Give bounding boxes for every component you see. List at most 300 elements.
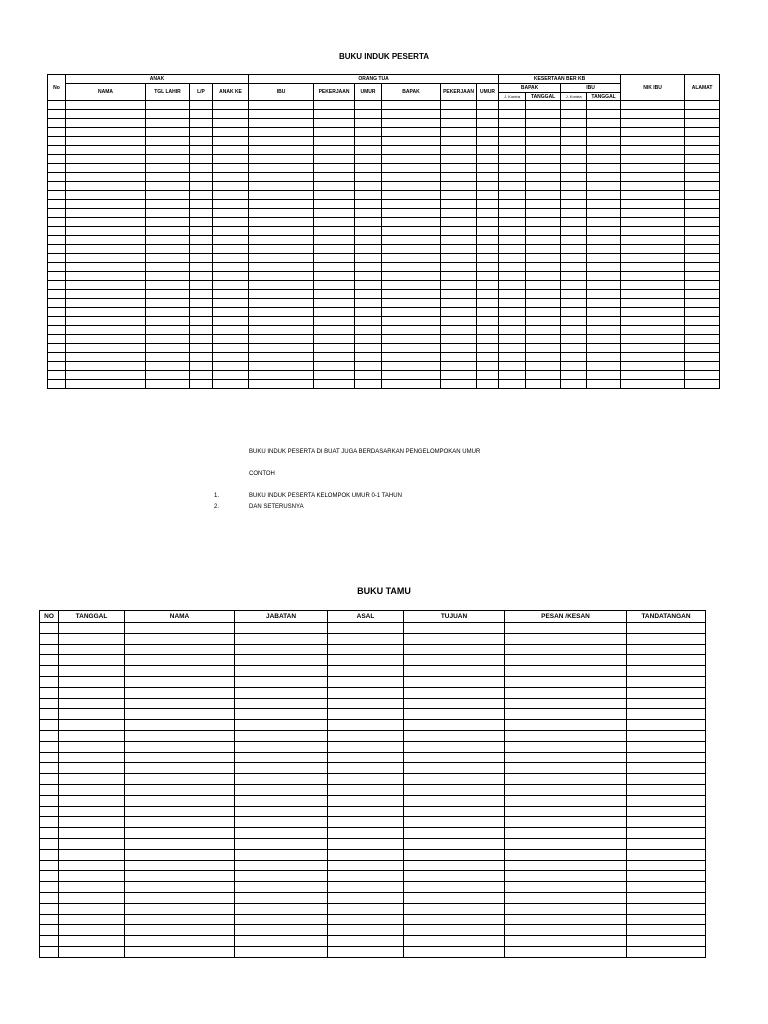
empty-cell — [328, 806, 404, 817]
empty-cell — [249, 200, 314, 209]
empty-cell — [40, 709, 59, 720]
table-row — [40, 914, 706, 925]
empty-cell — [40, 838, 59, 849]
empty-cell — [561, 335, 587, 344]
empty-cell — [621, 200, 685, 209]
empty-cell — [561, 227, 587, 236]
empty-cell — [48, 380, 66, 389]
empty-cell — [477, 146, 499, 155]
table-row — [40, 720, 706, 731]
empty-cell — [213, 308, 249, 317]
empty-cell — [190, 146, 213, 155]
empty-cell — [190, 110, 213, 119]
empty-cell — [505, 806, 627, 817]
empty-cell — [587, 200, 621, 209]
col-tandatangan-header: TANDATANGAN — [627, 611, 706, 623]
empty-cell — [249, 209, 314, 218]
empty-cell — [441, 218, 477, 227]
empty-cell — [499, 254, 526, 263]
empty-cell — [477, 272, 499, 281]
empty-cell — [213, 182, 249, 191]
empty-cell — [382, 254, 441, 263]
table-row — [48, 299, 720, 308]
empty-cell — [146, 326, 190, 335]
empty-cell — [587, 119, 621, 128]
empty-cell — [627, 925, 706, 936]
empty-cell — [382, 218, 441, 227]
empty-cell — [441, 245, 477, 254]
empty-cell — [627, 709, 706, 720]
col-jabatan-header: JABATAN — [235, 611, 328, 623]
table-row — [48, 353, 720, 362]
empty-cell — [355, 146, 382, 155]
table-row — [48, 155, 720, 164]
empty-cell — [499, 308, 526, 317]
empty-cell — [587, 371, 621, 380]
empty-cell — [526, 128, 561, 137]
empty-cell — [477, 290, 499, 299]
empty-cell — [526, 218, 561, 227]
table-row — [48, 191, 720, 200]
empty-cell — [382, 263, 441, 272]
empty-cell — [382, 209, 441, 218]
empty-cell — [685, 173, 720, 182]
empty-cell — [249, 227, 314, 236]
empty-cell — [249, 371, 314, 380]
empty-cell — [328, 914, 404, 925]
empty-cell — [477, 254, 499, 263]
empty-cell — [59, 925, 125, 936]
empty-cell — [505, 741, 627, 752]
empty-cell — [235, 741, 328, 752]
empty-cell — [48, 128, 66, 137]
empty-cell — [499, 380, 526, 389]
empty-cell — [685, 299, 720, 308]
empty-cell — [66, 317, 146, 326]
empty-cell — [125, 752, 235, 763]
empty-cell — [355, 173, 382, 182]
empty-cell — [441, 380, 477, 389]
empty-cell — [382, 281, 441, 290]
empty-cell — [627, 936, 706, 947]
empty-cell — [235, 752, 328, 763]
empty-cell — [477, 101, 499, 110]
empty-cell — [621, 173, 685, 182]
empty-cell — [561, 299, 587, 308]
empty-cell — [561, 254, 587, 263]
empty-cell — [382, 182, 441, 191]
empty-cell — [66, 110, 146, 119]
empty-cell — [621, 128, 685, 137]
empty-cell — [685, 281, 720, 290]
empty-cell — [249, 155, 314, 164]
empty-cell — [621, 137, 685, 146]
empty-cell — [328, 838, 404, 849]
empty-cell — [314, 119, 355, 128]
empty-cell — [146, 182, 190, 191]
empty-cell — [441, 362, 477, 371]
empty-cell — [249, 245, 314, 254]
empty-cell — [249, 335, 314, 344]
empty-cell — [499, 137, 526, 146]
empty-cell — [146, 137, 190, 146]
empty-cell — [355, 137, 382, 146]
empty-cell — [621, 362, 685, 371]
empty-cell — [146, 119, 190, 128]
empty-cell — [382, 344, 441, 353]
table-row — [48, 236, 720, 245]
empty-cell — [328, 752, 404, 763]
empty-cell — [561, 173, 587, 182]
empty-cell — [190, 119, 213, 128]
empty-cell — [477, 335, 499, 344]
empty-cell — [249, 119, 314, 128]
empty-cell — [526, 110, 561, 119]
empty-cell — [190, 173, 213, 182]
empty-cell — [441, 281, 477, 290]
empty-cell — [190, 362, 213, 371]
empty-cell — [213, 146, 249, 155]
empty-cell — [328, 644, 404, 655]
empty-cell — [355, 200, 382, 209]
empty-cell — [146, 155, 190, 164]
empty-cell — [125, 687, 235, 698]
empty-cell — [587, 128, 621, 137]
empty-cell — [125, 925, 235, 936]
empty-cell — [235, 936, 328, 947]
empty-cell — [355, 245, 382, 254]
empty-cell — [382, 380, 441, 389]
empty-cell — [355, 371, 382, 380]
empty-cell — [40, 892, 59, 903]
empty-cell — [499, 326, 526, 335]
table-row — [40, 946, 706, 957]
empty-cell — [190, 101, 213, 110]
empty-cell — [125, 763, 235, 774]
empty-cell — [48, 353, 66, 362]
empty-cell — [526, 209, 561, 218]
empty-cell — [441, 317, 477, 326]
empty-cell — [328, 946, 404, 957]
empty-cell — [404, 752, 505, 763]
empty-cell — [382, 272, 441, 281]
table-row — [48, 254, 720, 263]
empty-cell — [235, 925, 328, 936]
empty-cell — [627, 795, 706, 806]
empty-cell — [404, 720, 505, 731]
empty-cell — [382, 137, 441, 146]
table-row — [48, 317, 720, 326]
empty-cell — [146, 110, 190, 119]
empty-cell — [328, 676, 404, 687]
empty-cell — [249, 263, 314, 272]
empty-cell — [314, 191, 355, 200]
empty-cell — [685, 146, 720, 155]
table-row — [40, 806, 706, 817]
buku-tamu-table — [39, 610, 706, 958]
empty-cell — [441, 155, 477, 164]
empty-cell — [146, 236, 190, 245]
table-row — [48, 200, 720, 209]
empty-cell — [66, 164, 146, 173]
empty-cell — [328, 871, 404, 882]
empty-cell — [627, 849, 706, 860]
empty-cell — [587, 155, 621, 164]
empty-cell — [627, 914, 706, 925]
empty-cell — [59, 655, 125, 666]
empty-cell — [587, 317, 621, 326]
empty-cell — [48, 137, 66, 146]
empty-cell — [404, 676, 505, 687]
empty-cell — [587, 272, 621, 281]
empty-cell — [235, 892, 328, 903]
empty-cell — [213, 173, 249, 182]
empty-cell — [441, 146, 477, 155]
col-j-kontra-bapak-header: J. Kontra — [499, 93, 526, 101]
empty-cell — [59, 720, 125, 731]
empty-cell — [59, 914, 125, 925]
empty-cell — [382, 101, 441, 110]
empty-cell — [66, 119, 146, 128]
empty-cell — [59, 763, 125, 774]
empty-cell — [587, 209, 621, 218]
empty-cell — [213, 335, 249, 344]
empty-cell — [561, 101, 587, 110]
table-row — [48, 209, 720, 218]
empty-cell — [499, 245, 526, 254]
empty-cell — [685, 119, 720, 128]
empty-cell — [404, 871, 505, 882]
empty-cell — [477, 380, 499, 389]
empty-cell — [235, 817, 328, 828]
empty-cell — [505, 882, 627, 893]
empty-cell — [477, 128, 499, 137]
empty-cell — [146, 353, 190, 362]
empty-cell — [314, 146, 355, 155]
empty-cell — [382, 128, 441, 137]
empty-cell — [561, 119, 587, 128]
empty-cell — [499, 146, 526, 155]
empty-cell — [328, 655, 404, 666]
empty-cell — [190, 155, 213, 164]
empty-cell — [441, 209, 477, 218]
empty-cell — [587, 263, 621, 272]
empty-cell — [404, 817, 505, 828]
empty-cell — [404, 806, 505, 817]
table-row — [40, 882, 706, 893]
empty-cell — [355, 380, 382, 389]
table-row — [48, 371, 720, 380]
buku-induk-title: BUKU INDUK PESERTA — [338, 52, 430, 61]
table-row — [40, 741, 706, 752]
empty-cell — [526, 326, 561, 335]
empty-cell — [48, 227, 66, 236]
table-row — [48, 290, 720, 299]
empty-cell — [404, 730, 505, 741]
empty-cell — [561, 362, 587, 371]
col-pekerjaan-bapak-header: PEKERJAAN — [441, 84, 477, 101]
empty-cell — [561, 155, 587, 164]
empty-cell — [477, 281, 499, 290]
empty-cell — [685, 326, 720, 335]
table-row — [48, 380, 720, 389]
group-anak-header: ANAK — [66, 75, 249, 84]
empty-cell — [125, 903, 235, 914]
empty-cell — [685, 191, 720, 200]
table-row — [40, 752, 706, 763]
empty-cell — [526, 299, 561, 308]
empty-cell — [66, 200, 146, 209]
empty-cell — [213, 200, 249, 209]
empty-cell — [505, 752, 627, 763]
empty-cell — [314, 209, 355, 218]
empty-cell — [314, 182, 355, 191]
empty-cell — [441, 308, 477, 317]
empty-cell — [146, 380, 190, 389]
empty-cell — [441, 128, 477, 137]
empty-cell — [146, 191, 190, 200]
empty-cell — [213, 380, 249, 389]
empty-cell — [404, 741, 505, 752]
empty-cell — [249, 380, 314, 389]
empty-cell — [314, 380, 355, 389]
empty-cell — [499, 218, 526, 227]
table-row — [48, 263, 720, 272]
empty-cell — [59, 730, 125, 741]
empty-cell — [561, 182, 587, 191]
empty-cell — [314, 218, 355, 227]
empty-cell — [526, 362, 561, 371]
empty-cell — [621, 326, 685, 335]
empty-cell — [621, 245, 685, 254]
col-nama-header: NAMA — [66, 84, 146, 101]
table-row — [40, 666, 706, 677]
empty-cell — [235, 655, 328, 666]
empty-cell — [627, 666, 706, 677]
empty-cell — [561, 137, 587, 146]
empty-cell — [627, 752, 706, 763]
empty-cell — [66, 353, 146, 362]
note-item-1-text: BUKU INDUK PESERTA KELOMPOK UMUR 0-1 TAHUN — [249, 493, 402, 499]
empty-cell — [561, 308, 587, 317]
empty-cell — [213, 263, 249, 272]
empty-cell — [66, 155, 146, 164]
empty-cell — [314, 263, 355, 272]
empty-cell — [477, 371, 499, 380]
empty-cell — [561, 326, 587, 335]
empty-cell — [627, 698, 706, 709]
empty-cell — [404, 828, 505, 839]
empty-cell — [621, 227, 685, 236]
empty-cell — [314, 110, 355, 119]
empty-cell — [66, 344, 146, 353]
empty-cell — [587, 362, 621, 371]
empty-cell — [328, 828, 404, 839]
empty-cell — [66, 335, 146, 344]
empty-cell — [587, 146, 621, 155]
empty-cell — [627, 741, 706, 752]
empty-cell — [66, 362, 146, 371]
empty-cell — [499, 290, 526, 299]
empty-cell — [40, 784, 59, 795]
empty-cell — [685, 245, 720, 254]
empty-cell — [627, 633, 706, 644]
empty-cell — [441, 236, 477, 245]
empty-cell — [66, 209, 146, 218]
col-tujuan-header: TUJUAN — [404, 611, 505, 623]
col-ibu-header: IBU — [249, 84, 314, 101]
empty-cell — [125, 817, 235, 828]
empty-cell — [382, 155, 441, 164]
empty-cell — [125, 655, 235, 666]
table-row — [40, 676, 706, 687]
empty-cell — [146, 227, 190, 236]
empty-cell — [404, 784, 505, 795]
empty-cell — [355, 290, 382, 299]
empty-cell — [213, 128, 249, 137]
empty-cell — [328, 666, 404, 677]
table-row — [40, 709, 706, 720]
empty-cell — [404, 687, 505, 698]
empty-cell — [621, 272, 685, 281]
empty-cell — [40, 698, 59, 709]
empty-cell — [685, 101, 720, 110]
empty-cell — [40, 720, 59, 731]
empty-cell — [505, 676, 627, 687]
col-no-header: No — [48, 75, 66, 101]
empty-cell — [235, 882, 328, 893]
empty-cell — [382, 326, 441, 335]
empty-cell — [125, 623, 235, 634]
empty-cell — [249, 281, 314, 290]
empty-cell — [59, 687, 125, 698]
empty-cell — [621, 281, 685, 290]
empty-cell — [627, 687, 706, 698]
empty-cell — [499, 299, 526, 308]
empty-cell — [314, 254, 355, 263]
empty-cell — [526, 317, 561, 326]
empty-cell — [314, 371, 355, 380]
empty-cell — [587, 254, 621, 263]
empty-cell — [526, 335, 561, 344]
empty-cell — [621, 191, 685, 200]
empty-cell — [249, 326, 314, 335]
empty-cell — [505, 763, 627, 774]
col-no-header: NO — [40, 611, 59, 623]
empty-cell — [328, 925, 404, 936]
empty-cell — [685, 164, 720, 173]
empty-cell — [328, 623, 404, 634]
empty-cell — [499, 281, 526, 290]
empty-cell — [213, 155, 249, 164]
empty-cell — [328, 849, 404, 860]
col-tanggal-ibu-header: TANGGAL — [587, 93, 621, 101]
empty-cell — [404, 903, 505, 914]
empty-cell — [355, 263, 382, 272]
empty-cell — [404, 763, 505, 774]
empty-cell — [505, 666, 627, 677]
empty-cell — [40, 687, 59, 698]
empty-cell — [441, 227, 477, 236]
empty-cell — [328, 687, 404, 698]
empty-cell — [249, 182, 314, 191]
empty-cell — [627, 903, 706, 914]
table-row — [48, 272, 720, 281]
note-contoh: CONTOH — [249, 471, 275, 477]
empty-cell — [66, 227, 146, 236]
empty-cell — [685, 128, 720, 137]
empty-cell — [59, 946, 125, 957]
